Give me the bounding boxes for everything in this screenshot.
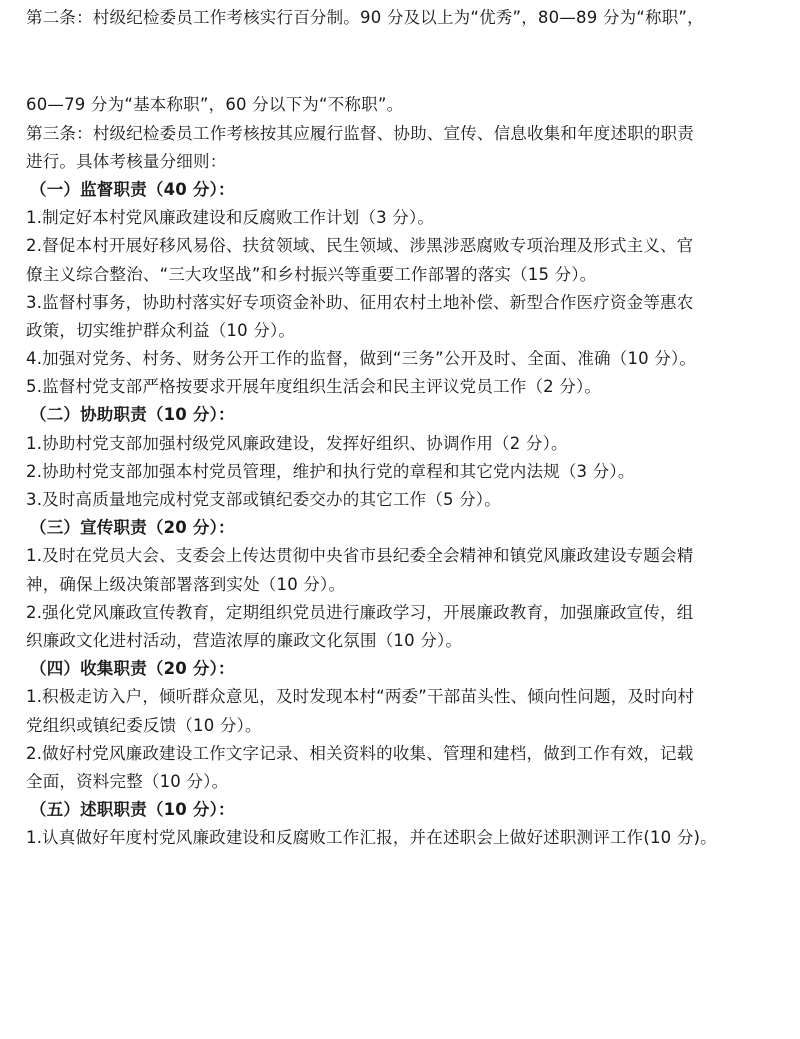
blank-gap xyxy=(26,62,796,92)
sections xyxy=(26,176,796,853)
section-heading: （五）述职职责（10 分）： xyxy=(30,800,235,820)
text-line: 3.监督村事务，协助村落实好专项资金补助、征用农村土地补偿、新型合作医疗资金等惠农 xyxy=(26,292,694,312)
text-line: 1.制定好本村党风廉政建设和反腐败工作计划（3 分）。 xyxy=(26,208,435,228)
text-line: 第三条：村级纪检委员工作考核按其应履行监督、协助、宣传、信息收集和年度述职的职责 xyxy=(26,123,694,143)
text-line: 进行。具体考核量分细则： xyxy=(26,151,227,171)
section-heading: （一）监督职责（40 分）： xyxy=(30,179,235,199)
text-line: 第二条：村级纪检委员工作考核实行百分制。90 分及以上为“优秀”，80—89 分为“称职”， xyxy=(26,8,704,28)
section-heading: （三）宣传职责（20 分）： xyxy=(30,518,235,538)
text-line: 2.强化党风廉政宣传教育，定期组织党员进行廉政学习，开展廉政教育，加强廉政宣传，组 xyxy=(26,602,694,622)
document-body xyxy=(26,0,796,852)
text-line: 2.做好村党风廉政建设工作文字记录、相关资料的收集、管理和建档，做到工作有效，记载 xyxy=(26,743,694,763)
text-line: 1.协助村党支部加强村级党风廉政建设，发挥好组织、协调作用（2 分）。 xyxy=(26,433,568,453)
text-line: 神，确保上级决策部署落到实处（10 分）。 xyxy=(26,574,346,594)
text-line: 党组织或镇纪委反馈（10 分）。 xyxy=(26,715,262,735)
text-line: 织廉政文化进村活动，营造浓厚的廉政文化氛围（10 分）。 xyxy=(26,630,463,650)
text-line: 3.及时高质量地完成村党支部或镇纪委交办的其它工作（5 分）。 xyxy=(26,490,501,509)
text-line: 全面，资料完整（10 分）。 xyxy=(26,771,229,791)
text-line: 2.协助村党支部加强本村党员管理，维护和执行党的章程和其它党内法规（3 分）。 xyxy=(26,461,635,481)
text-line: 2.督促本村开展好移风易俗、扶贫领域、民生领域、涉黑涉恶腐败专项治理及形式主义、官 xyxy=(26,236,694,256)
section-heading: （四）收集职责（20 分）： xyxy=(30,659,235,679)
text-line: 1.积极走访入户，倾听群众意见，及时发现本村“两委”干部苗头性、倾向性问题，及时向村 xyxy=(26,687,695,707)
section-heading: （二）协助职责（10 分）： xyxy=(30,405,235,425)
text-line: 1.认真做好年度村党风廉政建设和反腐败工作汇报，并在述职会上做好述职测评工作(10 分)。 xyxy=(26,828,717,848)
text-line: 60—79 分为“基本称职”，60 分以下为“不称职”。 xyxy=(26,95,404,115)
text-line: 1.及时在党员大会、支委会上传达贯彻中央省市县纪委全会精神和镇党风廉政建设专题会精 xyxy=(26,546,694,566)
text-line: 政策，切实维护群众利益（10 分）。 xyxy=(26,320,296,340)
text-line: 5.监督村党支部严格按要求开展年度组织生活会和民主评议党员工作（2 分）。 xyxy=(26,377,602,397)
text-line: 4.加强对党务、村务、财务公开工作的监督，做到“三务”公开及时、全面、准确（10 分）。 xyxy=(26,349,697,369)
blank-gap xyxy=(26,32,796,62)
text-line: 僚主义综合整治、“三大攻坚战”和乡村振兴等重要工作部署的落实（15 分）。 xyxy=(26,264,597,284)
